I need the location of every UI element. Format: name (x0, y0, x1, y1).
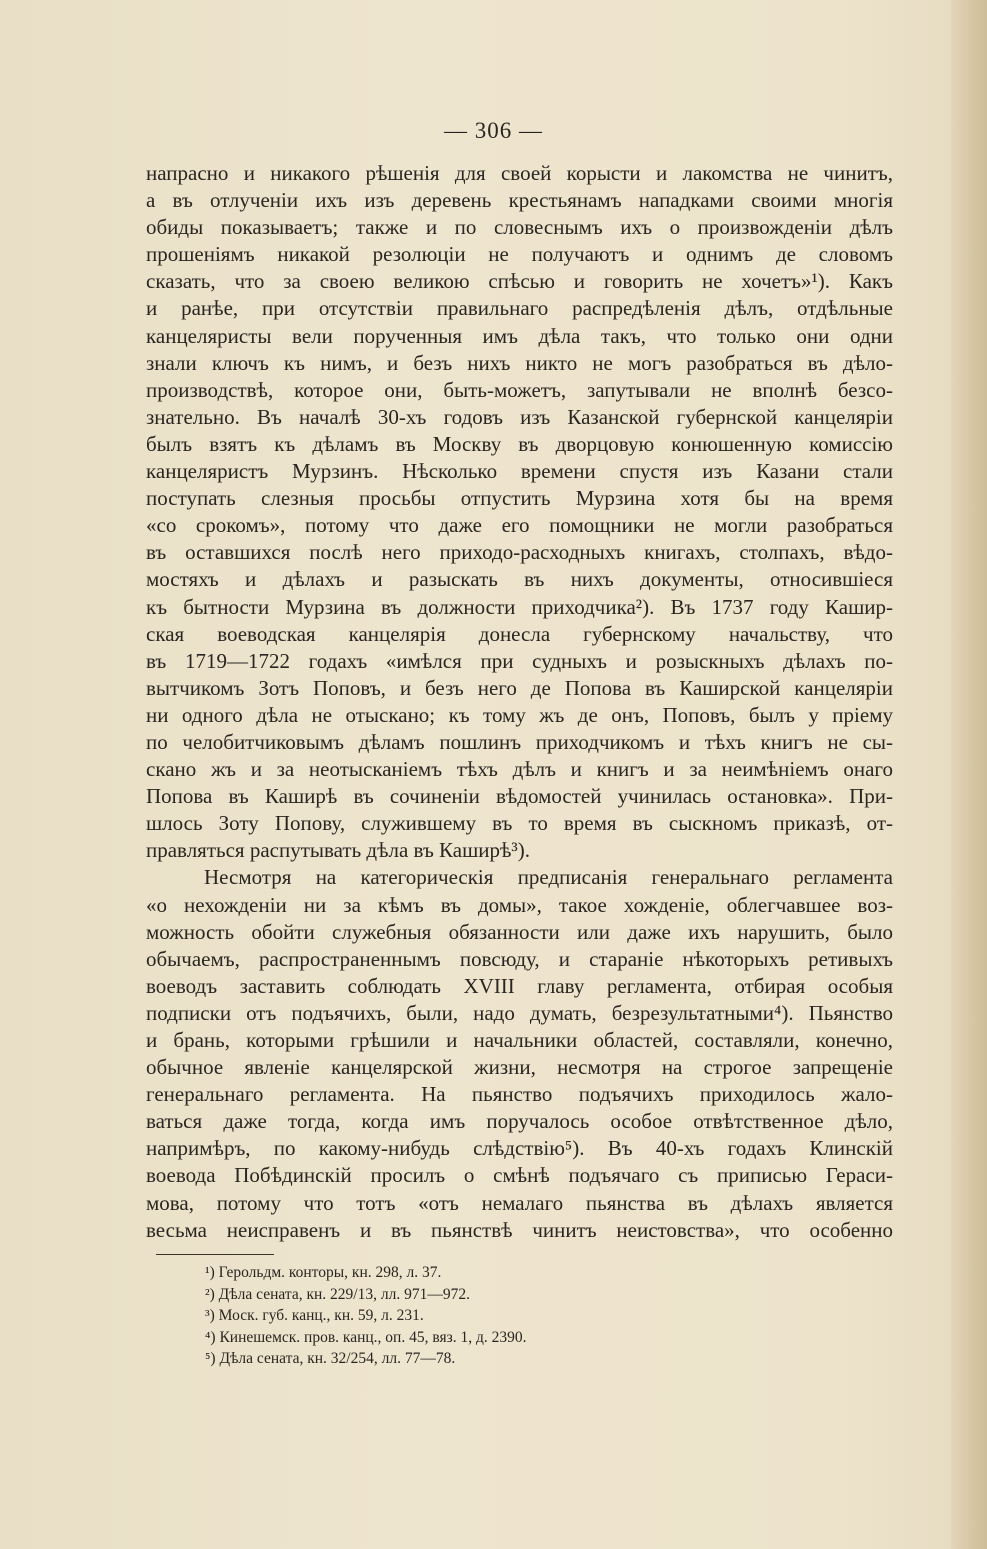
text-line: былъ взятъ къ дѣламъ въ Москву въ дворцовую конюшенную комиссію (146, 431, 893, 456)
text-line: генеральнаго регламента. На пьянство подъячихъ приходилось жало- (146, 1082, 893, 1107)
body-text (146, 160, 893, 1244)
text-line: напримѣръ, по какому-нибудь слѣдствію⁵). Въ 40-хъ годахъ Клинскій (146, 1136, 893, 1161)
text-line: «со срокомъ», потому что даже его помощники не могли разобраться (146, 513, 893, 538)
footnote: ⁴) Кинешемск. пров. канц., оп. 45, вяз. 1, д. 2390. (205, 1328, 527, 1346)
text-line: а въ отлученіи ихъ изъ деревень крестьянамъ нападками своими многія (146, 188, 893, 213)
text-line: ская воеводская канцелярія донесла губернскому начальству, что (146, 621, 893, 646)
text-line: сказать, что за своею великою спѣсью и говорить не хочетъ»¹). Какъ (146, 269, 893, 294)
text-line: и брань, которыми грѣшили и начальники областей, составляли, конечно, (146, 1028, 893, 1052)
text-line: мостяхъ и дѣлахъ и разыскать въ нихъ документы, относившіеся (146, 567, 893, 592)
text-line: вытчикомъ Зотъ Поповъ, и безъ него де Попова въ Каширской канцеляріи (146, 675, 893, 700)
footnote: ⁵) Дѣла сената, кн. 32/254, лл. 77—78. (205, 1350, 456, 1367)
text-line: скано жъ и за неотысканіемъ тѣхъ дѣлъ и книгъ и за неимѣніемъ онаго (146, 757, 893, 782)
text-line: можность обойти служебныя обязанности или даже ихъ нарушить, было (146, 919, 893, 944)
page-edge-shadow (951, 0, 987, 1549)
footnote: ¹) Герольдм. конторы, кн. 298, л. 37. (205, 1264, 442, 1281)
text-line: обычное явленіе канцелярской жизни, несмотря на строгое запрещеніе (146, 1055, 893, 1080)
text-line: напрасно и никакого рѣшенія для своей корысти и лакомства не чинитъ, (146, 161, 893, 185)
text-line: шлось Зоту Попову, служившему въ то время въ сыскномъ приказѣ, от- (146, 811, 893, 836)
text-line: ваться даже тогда, когда имъ поручалось особое отвѣтственное дѣло, (146, 1109, 893, 1134)
text-line: по челобитчиковымъ дѣламъ пошлинъ приходчикомъ и тѣхъ книгъ не сы- (146, 729, 893, 754)
text-line: канцеляристъ Мурзинъ. Нѣсколько времени спустя изъ Казани стали (146, 459, 893, 484)
text-line: Попова въ Каширѣ въ сочиненіи вѣдомостей учинилась остановка». При- (146, 784, 893, 809)
text-line: къ бытности Мурзина въ должности приходчика²). Въ 1737 году Кашир- (146, 594, 893, 619)
text-line: въ 1719—1722 годахъ «имѣлся при судныхъ и розыскныхъ дѣлахъ по- (146, 648, 893, 673)
footnotes (205, 1262, 805, 1370)
text-line: правляться распутывать дѣла въ Каширѣ³). (146, 838, 530, 863)
footnote-divider (156, 1254, 274, 1255)
text-line: весьма неисправенъ и въ пьянствѣ чинитъ неистовства», что особенно (146, 1217, 893, 1242)
text-line: подписки отъ подъячихъ, были, надо думать, безрезультатными⁴). Пьянство (146, 1000, 893, 1025)
text-line: обиды показываетъ; также и по словеснымъ ихъ о произвожденіи дѣлъ (146, 215, 893, 240)
text-line: прошеніямъ никакой резолюціи не получаютъ и однимъ де словомъ (146, 242, 893, 267)
text-line: знательно. Въ началѣ 30-хъ годовъ изъ Казанской губернской канцеляріи (146, 404, 893, 429)
footnote: ³) Моск. губ. канц., кн. 59, л. 231. (205, 1307, 424, 1324)
text-line: мова, потому что тотъ «отъ немалаго пьянства въ дѣлахъ является (146, 1190, 893, 1215)
text-line: воеводъ заставить соблюдать XVIII главу регламента, отбирая особыя (146, 973, 893, 998)
text-line: и ранѣе, при отсутствіи правильнаго распредѣленія дѣлъ, отдѣльные (146, 296, 893, 321)
text-line: канцеляристы вели порученныя имъ дѣла такъ, что только они одни (146, 323, 893, 348)
paragraph-start-line: Несмотря на категорическія предписанія генеральнаго регламента (204, 865, 893, 890)
text-line: обычаемъ, распространеннымъ повсюду, и стараніе нѣкоторыхъ ретивыхъ (146, 946, 893, 971)
footnote: ²) Дѣла сената, кн. 229/13, лл. 971—972. (205, 1285, 470, 1303)
page-number: — 306 — (444, 118, 543, 143)
text-line: знали ключъ къ нимъ, и безъ нихъ никто не могъ разобраться въ дѣло- (146, 350, 893, 375)
text-line: въ оставшихся послѣ него приходо-расходныхъ книгахъ, столпахъ, вѣдо- (146, 540, 893, 565)
text-line: ни одного дѣла не отыскано; къ тому жъ де онъ, Поповъ, былъ у пріему (146, 702, 893, 727)
text-line: производствѣ, которое они, быть-можетъ, запутывали не вполнѣ безсо- (146, 377, 893, 402)
text-line: «о нехожденіи ни за кѣмъ въ домы», такое хожденіе, облегчавшее воз- (146, 892, 893, 917)
text-line: поступать слезныя просьбы отпустить Мурзина хотя бы на время (146, 486, 893, 511)
text-line: воевода Побѣдинскій просилъ о смѣнѣ подъячаго съ приписью Гераси- (146, 1163, 893, 1188)
